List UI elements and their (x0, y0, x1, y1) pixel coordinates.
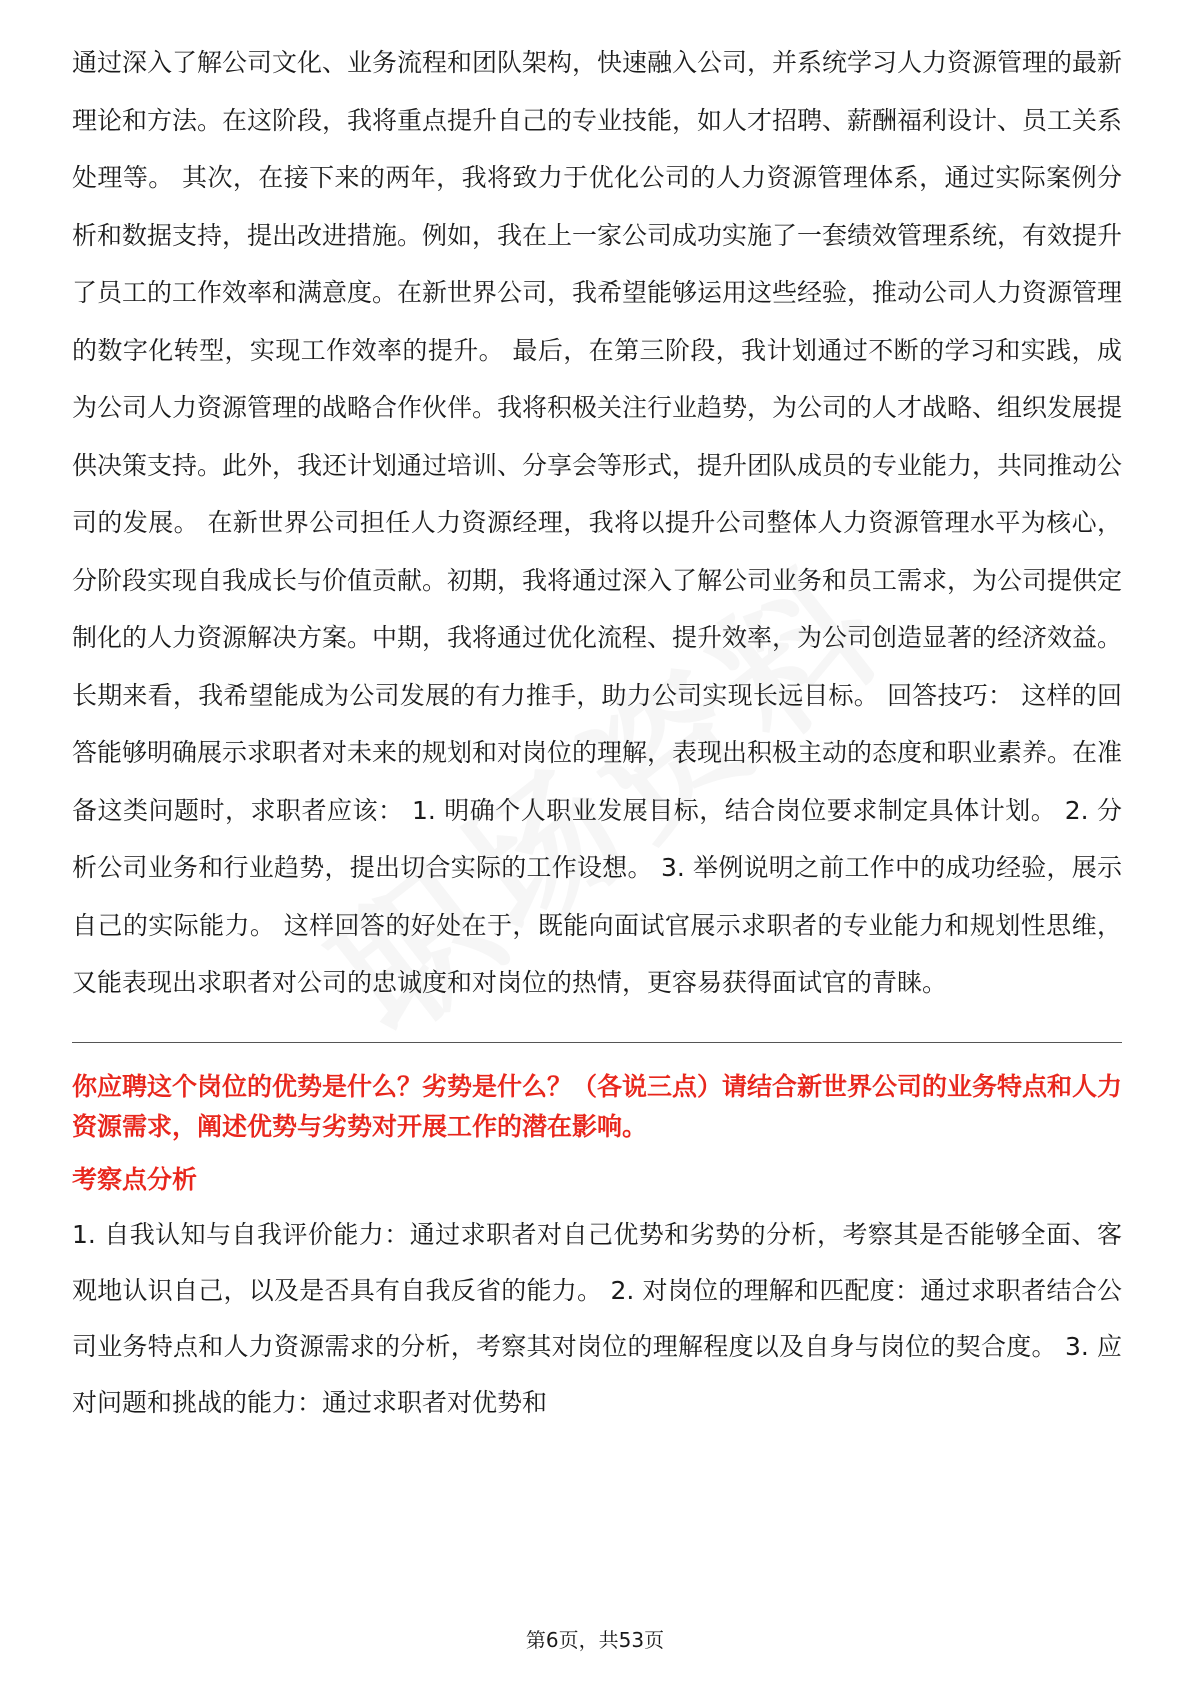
section-divider (72, 1042, 1122, 1043)
page-number: 第6页，共53页 (525, 1628, 665, 1652)
document-page (72, 34, 1122, 1431)
analysis-paragraph: 1. 自我认知与自我评价能力：通过求职者对自己优势和劣势的分析，考察其是否能够全面、客观地认识自己，以及是否具有自我反省的能力。 2. 对岗位的理解和匹配度：通过求职者结合公司业务特点和人力资源需求的分析，考察其对岗位的理解程度以及自身与岗位的契合度。 3. 应对问题和挑战的能力：通过求职者对优势和 (72, 1219, 1122, 1417)
answer-paragraph: 通过深入了解公司文化、业务流程和团队架构，快速融入公司，并系统学习人力资源管理的最新理论和方法。在这阶段，我将重点提升自己的专业技能，如人才招聘、薪酬福利设计、员工关系处理等。 其次，在接下来的两年，我将致力于优化公司的人力资源管理体系，通过实际案例分析和数据支持，提出改进措施。例如，我在上一家公司成功实施了一套绩效管理系统，有效提升了员工的工作效率和满意度。在新世界公司，我希望能够运用这些经验，推动公司人力资源管理的数字化转型，实现工作效率的提升。 最后，在第三阶段，我计划通过不断的学习和实践，成为公司人力资源管理的战略合作伙伴。我将积极关注行业趋势，为公司的人才战略、组织发展提供决策支持。此外，我还计划通过培训、分享会等形式，提升团队成员的专业能力，共同推动公司的发展。 在新世界公司担任人力资源经理，我将以提升公司整体人力资源管理水平为核心，分阶段实现自我成长与价值贡献。初期，我将通过深入了解公司业务和员工需求，为公司提供定制化的人力资源解决方案。中期，我将通过优化流程、提升效率，为公司创造显著的经济效益。长期来看，我希望能成为公司发展的有力推手，助力公司实现长远目标。 回答技巧： 这样的回答能够明确展示求职者对未来的规划和对岗位的理解，表现出积极主动的态度和职业素养。在准备这类问题时，求职者应该： 1. 明确个人职业发展目标，结合岗位要求制定具体计划。 2. 分析公司业务和行业趋势，提出切合实际的工作设想。 3. 举例说明之前工作中的成功经验，展示自己的实际能力。 这样回答的好处在于，既能向面试官展示求职者的专业能力和规划性思维，又能表现出求职者对公司的忠诚度和对岗位的热情，更容易获得面试官的青睐。 (72, 48, 1123, 997)
analysis-heading: 考察点分析 (72, 1164, 198, 1194)
interview-question: 你应聘这个岗位的优势是什么？劣势是什么？（各说三点）请结合新世界公司的业务特点和人力资源需求，阐述优势与劣势对开展工作的潜在影响。 (72, 1071, 1123, 1141)
